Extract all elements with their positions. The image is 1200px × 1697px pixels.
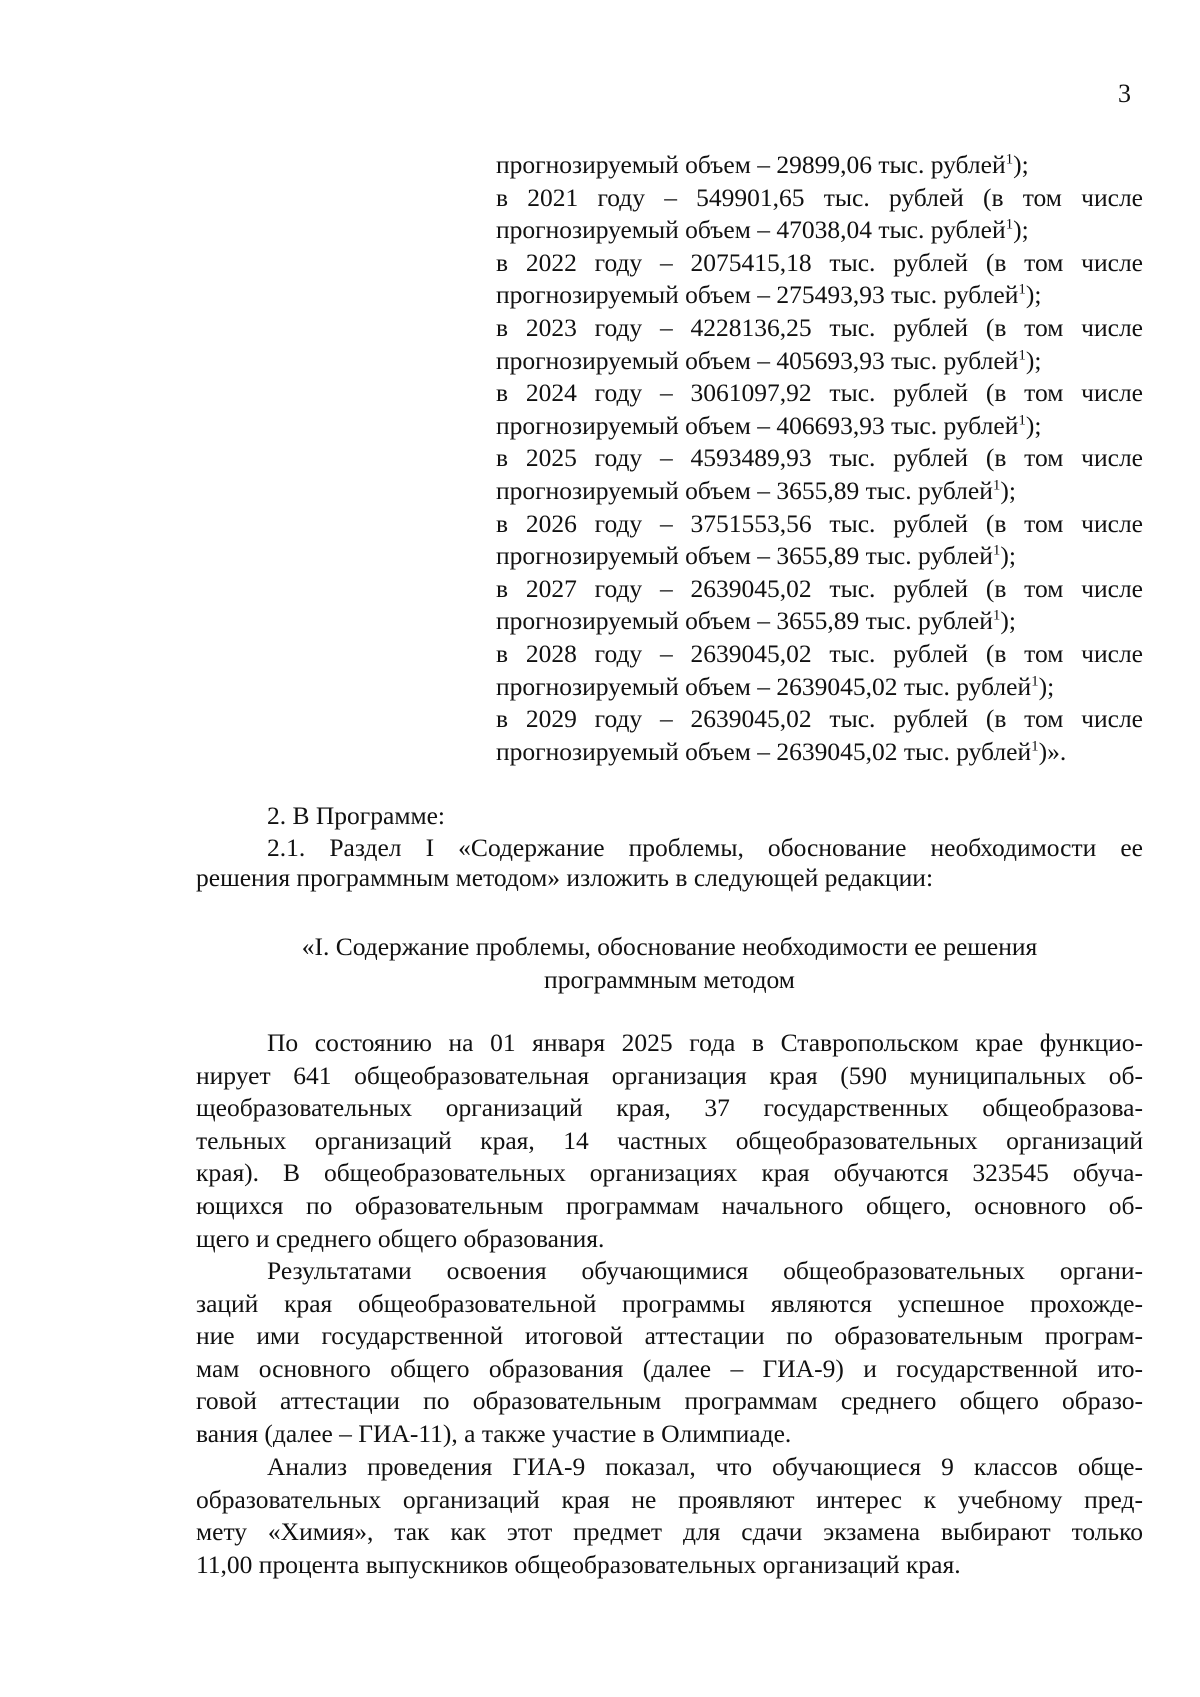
funding-line: [496, 573, 1143, 606]
funding-line: [496, 508, 1143, 541]
section-heading-line: «I. Содержание проблемы, обоснование необходимости ее решения: [301, 932, 1038, 961]
footnote-marker: 1: [1005, 216, 1014, 233]
funding-line: [496, 703, 1143, 736]
funding-line: [496, 442, 1143, 475]
footnote-marker: 1: [992, 542, 1001, 559]
funding-line: [496, 182, 1143, 215]
funding-line-text: в 2021 году – 549901,65 тыс. рублей (в том числе: [496, 182, 1143, 212]
funding-line: [496, 475, 1143, 508]
funding-by-year-block: [496, 149, 1143, 768]
paragraph-line: По состоянию на 01 января 2025 года в Ставропольском крае функцио-: [267, 1028, 1143, 1057]
funding-line-suffix: );: [1013, 150, 1029, 179]
funding-line-text: в 2027 году – 2639045,02 тыс. рублей (в том числе: [496, 573, 1143, 603]
funding-line-text: прогнозируемый объем – 3655,89 тыс. рублей: [496, 541, 993, 571]
funding-line-text: прогнозируемый объем – 406693,93 тыс. рублей: [496, 410, 1019, 440]
item-2: [196, 800, 1143, 833]
funding-line-suffix: );: [1000, 541, 1016, 571]
footnote-marker: 1: [1018, 412, 1026, 429]
funding-line-text: в 2028 году – 2639045,02 тыс. рублей (в том числе: [496, 638, 1143, 668]
paragraph-2: [196, 1255, 1143, 1451]
funding-line-text: в 2025 году – 4593489,93 тыс. рублей (в том числе: [496, 443, 1143, 473]
funding-line-text: прогнозируемый объем – 29899,06 тыс. рублей: [496, 150, 1006, 179]
funding-line: [496, 377, 1143, 410]
funding-line-suffix: )».: [1038, 736, 1067, 766]
funding-line: [496, 247, 1143, 280]
paragraph-line: мам основного общего образования (далее – ГИА-9) и государственной ито-: [196, 1353, 1143, 1383]
funding-line-text: прогнозируемый объем – 3655,89 тыс. рублей: [496, 475, 993, 505]
funding-line: [496, 736, 1143, 769]
funding-line-text: в 2022 году – 2075415,18 тыс. рублей (в том числе: [496, 247, 1143, 277]
item-2-1: [196, 833, 1143, 893]
funding-line-text: прогнозируемый объем – 3655,89 тыс. рублей: [496, 606, 993, 636]
paragraph-line: тельных организаций края, 14 частных общеобразовательных организаций: [196, 1125, 1143, 1155]
funding-line: [496, 638, 1143, 671]
funding-line-text: в 2023 году – 4228136,25 тыс. рублей (в том числе: [496, 312, 1143, 342]
funding-line-text: прогнозируемый объем – 405693,93 тыс. рублей: [496, 345, 1019, 375]
funding-line-suffix: );: [1038, 671, 1055, 701]
paragraph-line: Анализ проведения ГИА-9 показал, что обучающиеся 9 классов обще-: [267, 1452, 1143, 1481]
paragraph-line: вания (далее – ГИА-11), а также участие в Олимпиаде.: [196, 1418, 792, 1448]
funding-line-suffix: );: [1025, 345, 1042, 375]
footnote-marker: 1: [1031, 738, 1039, 755]
paragraph-line: образовательных организаций края не проявляют интерес к учебному пред-: [196, 1484, 1143, 1514]
item-2-text: 2. В Программе:: [267, 801, 446, 830]
paragraph-line: нирует 641 общеобразовательная организация края (590 муниципальных об-: [196, 1060, 1143, 1090]
funding-line-suffix: );: [1013, 215, 1029, 245]
funding-line-text: прогнозируемый объем – 275493,93 тыс. рублей: [496, 280, 1019, 310]
paragraph-line: края). В общеобразовательных организациях края обучаются 323545 обуча-: [196, 1158, 1143, 1188]
section-heading: [196, 930, 1143, 996]
funding-line: [496, 671, 1143, 704]
footnote-marker: 1: [1018, 281, 1026, 298]
funding-line-text: в 2026 году – 3751553,56 тыс. рублей (в том числе: [496, 508, 1143, 538]
paragraph-line: ние ими государственной итоговой аттестации по образовательным програм-: [196, 1321, 1143, 1351]
paragraph-3: [196, 1451, 1143, 1581]
funding-line: [496, 214, 1143, 247]
paragraph-line: говой аттестации по образовательным программам среднего общего образо-: [196, 1386, 1143, 1416]
funding-line-suffix: );: [1025, 410, 1042, 440]
paragraph-line: заций края общеобразовательной программы являются успешное прохожде-: [196, 1288, 1143, 1318]
funding-line: [496, 279, 1143, 312]
section-heading-line: программным методом: [544, 965, 795, 994]
funding-line-text: прогнозируемый объем – 2639045,02 тыс. рублей: [496, 736, 1032, 766]
footnote-marker: 1: [992, 477, 1001, 494]
funding-line: [496, 410, 1143, 443]
footnote-marker: 1: [1005, 151, 1014, 168]
funding-line: [496, 149, 1143, 182]
funding-line-suffix: );: [1000, 475, 1016, 505]
funding-line-text: в 2029 году – 2639045,02 тыс. рублей (в том числе: [496, 704, 1143, 734]
funding-line-text: в 2024 году – 3061097,92 тыс. рублей (в том числе: [496, 378, 1143, 408]
funding-line: [496, 345, 1143, 378]
paragraph-line: ющихся по образовательным программам начального общего, основного об-: [196, 1190, 1143, 1220]
funding-line-suffix: );: [1025, 280, 1042, 310]
funding-line: [496, 540, 1143, 573]
paragraph-line: щего и среднего общего образования.: [196, 1223, 605, 1253]
funding-line-text: прогнозируемый объем – 2639045,02 тыс. рублей: [496, 671, 1032, 701]
footnote-marker: 1: [1018, 347, 1026, 364]
footnote-marker: 1: [992, 607, 1001, 624]
paragraph-line: мету «Химия», так как этот предмет для сдачи экзамена выбирают только: [196, 1517, 1143, 1547]
paragraph-1: [196, 1027, 1143, 1255]
paragraph-line: Результатами освоения обучающимися общеобразовательных органи-: [267, 1256, 1143, 1285]
page-number: 3: [1118, 79, 1131, 108]
funding-line: [496, 312, 1143, 345]
paragraph-line: щеобразовательных организаций края, 37 государственных общеобразова-: [196, 1093, 1143, 1123]
funding-line-suffix: );: [1000, 606, 1016, 636]
item-2-1-line: 2.1. Раздел I «Содержание проблемы, обоснование необходимости ее: [267, 833, 1143, 862]
funding-line-text: прогнозируемый объем – 47038,04 тыс. рублей: [496, 215, 1006, 245]
paragraph-line: 11,00 процента выпускников общеобразовательных организаций края.: [196, 1549, 961, 1579]
footnote-marker: 1: [1031, 673, 1039, 689]
funding-line: [496, 605, 1143, 638]
item-2-1-line: решения программным методом» изложить в следующей редакции:: [196, 863, 934, 892]
